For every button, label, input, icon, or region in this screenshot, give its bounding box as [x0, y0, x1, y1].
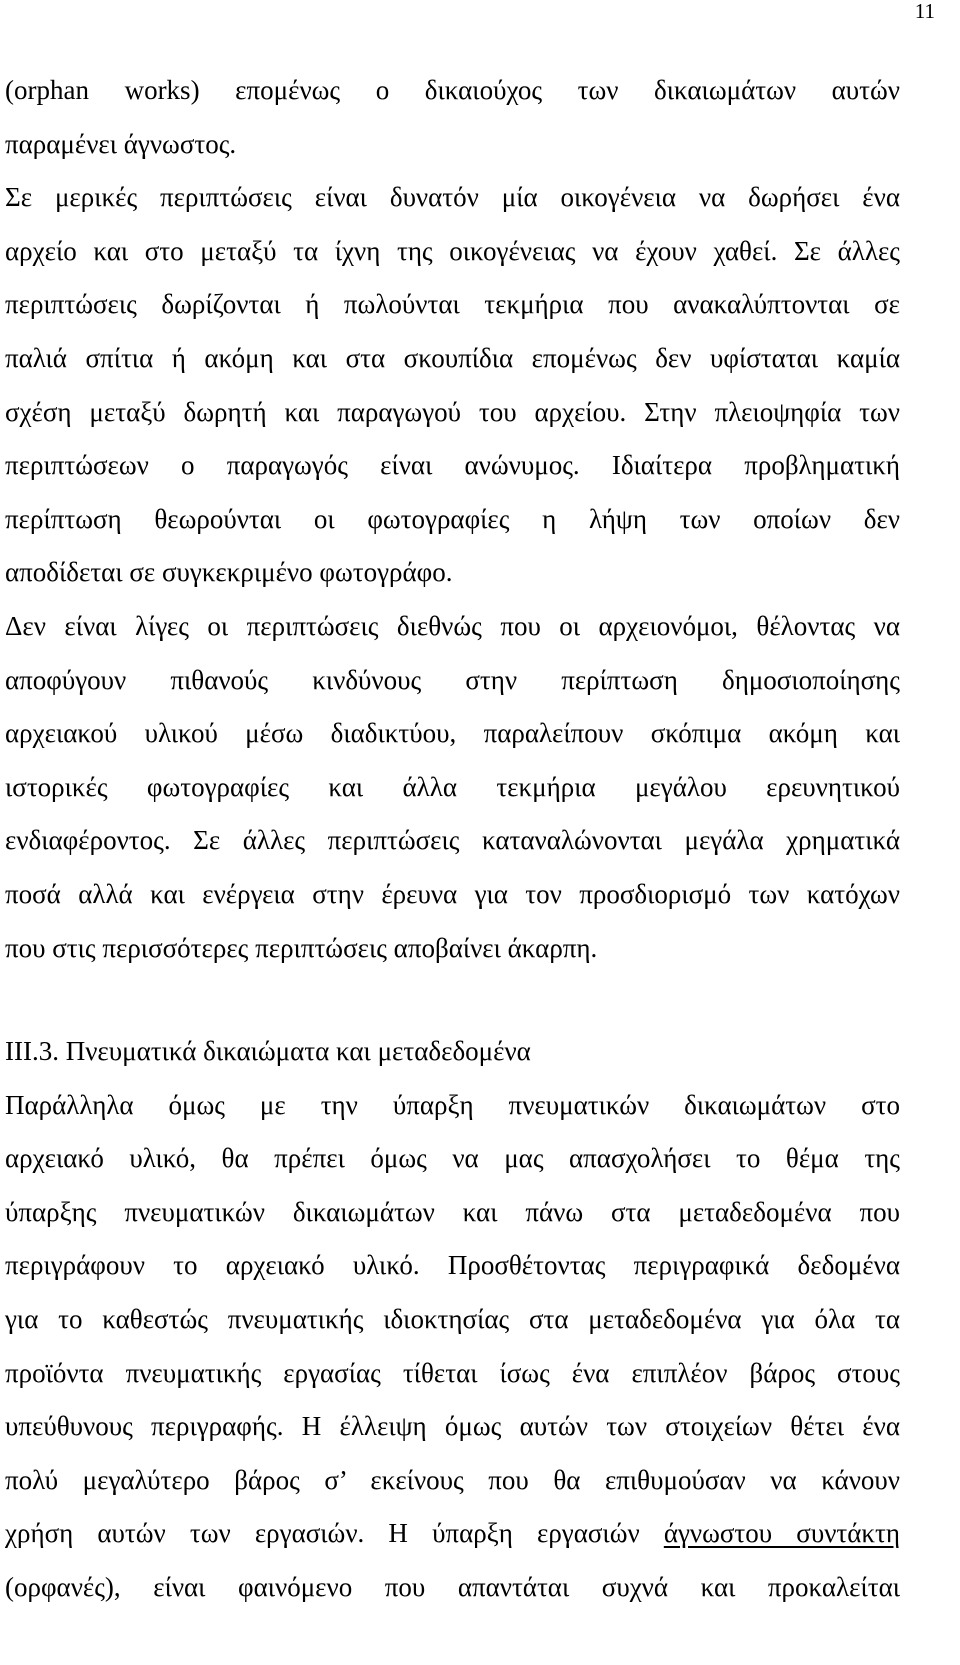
paragraph-4: [5, 1079, 900, 1615]
text-line: παλιά σπίτια ή ακόμη και στα σκουπίδια επομένως δεν υφίσταται καμία: [5, 342, 900, 373]
text-line: αρχειακό υλικό, θα πρέπει όμως να μας απασχολήσει το θέμα της: [5, 1143, 900, 1174]
text-line: (ορφανές), είναι φαινόμενο που απαντάται συχνά και προκαλείται: [5, 1572, 900, 1603]
text-run: χρήση αυτών των εργασιών. Η ύπαρξη εργασιών: [5, 1518, 664, 1549]
text-line: περιπτώσεων ο παραγωγός είναι ανώνυμος. Ιδιαίτερα προβληματική: [5, 450, 900, 481]
text-line: αρχείο και στο μεταξύ τα ίχνη της οικογένειας να έχουν χαθεί. Σε άλλες: [5, 235, 900, 266]
text-line: πολύ μεγαλύτερο βάρος σ’ εκείνους που θα επιθυμούσαν να κάνουν: [5, 1464, 900, 1495]
paragraph-2: [5, 171, 900, 600]
underlined-phrase: άγνωστου συντάκτη: [663, 1518, 900, 1549]
text-line: Σε μερικές περιπτώσεις είναι δυνατόν μία οικογένεια να δωρήσει ένα: [5, 182, 900, 213]
text-line: ενδιαφέροντος. Σε άλλες περιπτώσεις καταναλώνονται μεγάλα χρηματικά: [5, 825, 900, 856]
text-line: παραμένει άγνωστος.: [5, 128, 237, 159]
text-line: περιγράφουν το αρχειακό υλικό. Προσθέτοντας περιγραφικά δεδομένα: [5, 1250, 900, 1281]
section-heading: ΙΙΙ.3. Πνευματικά δικαιώματα και μεταδεδομένα: [5, 1036, 531, 1067]
text-line: για το καθεστώς πνευματικής ιδιοκτησίας στα μεταδεδομένα για όλα τα: [5, 1304, 900, 1335]
text-line: περίπτωση θεωρούνται οι φωτογραφίες η λήψη των οποίων δεν: [5, 503, 900, 534]
paragraph-3: [5, 600, 900, 975]
text-line: ύπαρξης πνευματικών δικαιωμάτων και πάνω στα μεταδεδομένα που: [5, 1196, 900, 1227]
text-line: περιπτώσεις δωρίζονται ή πωλούνται τεκμήρια που ανακαλύπτονται σε: [5, 289, 900, 320]
text-line: (orphan works) επομένως ο δικαιούχος των δικαιωμάτων αυτών: [5, 75, 900, 105]
text-line: ιστορικές φωτογραφίες και άλλα τεκμήρια μεγάλου ερευνητικού: [5, 771, 900, 802]
paragraph-1: [5, 64, 900, 171]
text-line: που στις περισσότερες περιπτώσεις αποβαίνει άκαρπη.: [5, 932, 598, 963]
text-line: Παράλληλα όμως με την ύπαρξη πνευματικών δικαιωμάτων στο: [5, 1089, 900, 1120]
text-line: προϊόντα πνευματικής εργασίας τίθεται ίσως ένα επιπλέον βάρος στους: [5, 1357, 900, 1388]
text-line: υπεύθυνους περιγραφής. Η έλλειψη όμως αυτών των στοιχείων θέτει ένα: [5, 1411, 900, 1442]
document-body: [5, 64, 900, 1615]
page-number: 11: [914, 0, 935, 23]
text-line: Δεν είναι λίγες οι περιπτώσεις διεθνώς που οι αρχειονόμοι, θέλοντας να: [5, 610, 900, 641]
paragraph-spacer: [5, 975, 900, 1025]
text-line: αρχειακού υλικού μέσω διαδικτύου, παραλείπουν σκόπιμα ακόμη και: [5, 718, 900, 749]
text-line: ποσά αλλά και ενέργεια στην έρευνα για τον προσδιορισμό των κατόχων: [5, 878, 900, 909]
text-line: σχέση μεταξύ δωρητή και παραγωγού του αρχείου. Στην πλειοψηφία των: [5, 396, 900, 427]
text-line: [5, 1507, 900, 1561]
text-line: αποδίδεται σε συγκεκριμένο φωτογράφο.: [5, 557, 453, 588]
text-line: αποφύγουν πιθανούς κινδύνους στην περίπτωση δημοσιοποίησης: [5, 664, 900, 695]
